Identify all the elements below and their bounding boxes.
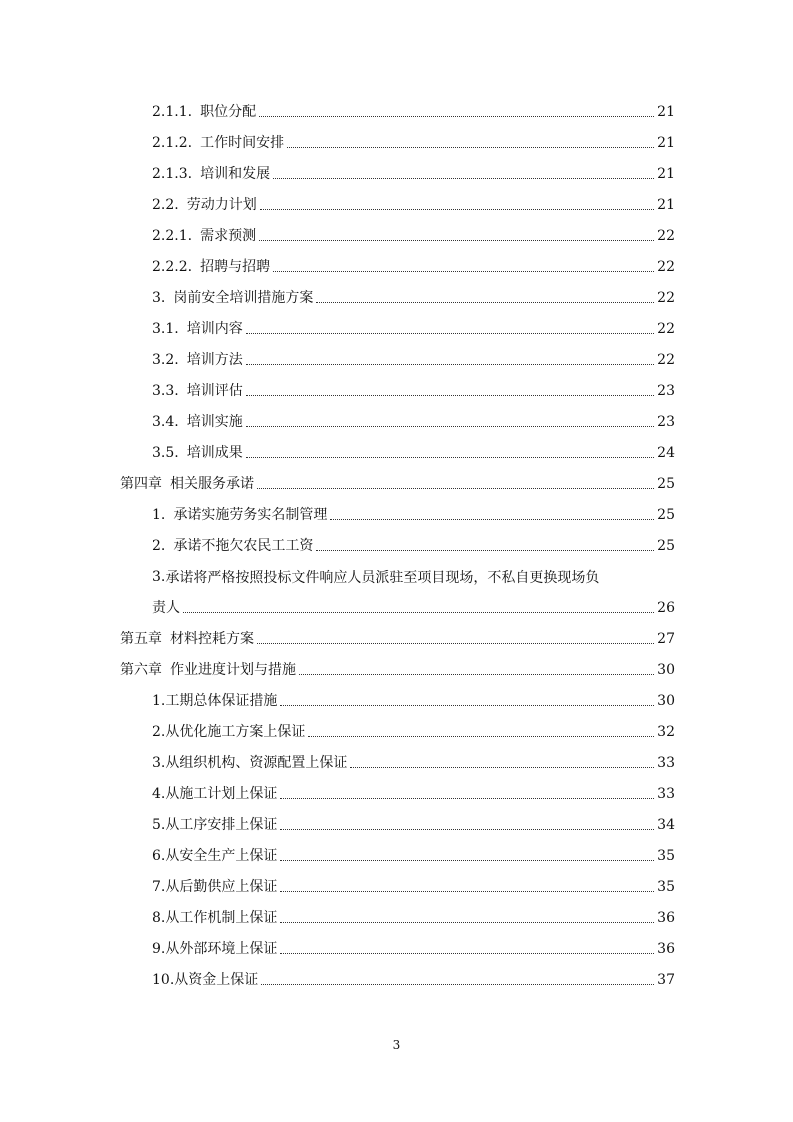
toc-entry[interactable]: [152, 716, 675, 747]
dot-leader: [260, 209, 654, 210]
dot-leader: [350, 767, 654, 768]
toc-page-number: 25: [657, 537, 675, 554]
toc-chapter-entry[interactable]: [120, 623, 675, 654]
dot-leader: [280, 705, 654, 706]
toc-entry-label: 2.2. 劳动力计划: [152, 196, 257, 213]
dot-leader: [261, 984, 654, 985]
toc-entry-label: 2.1.1. 职位分配: [152, 103, 257, 120]
dot-leader: [299, 674, 654, 675]
toc-page-number: 25: [657, 506, 675, 523]
dot-leader: [246, 333, 654, 334]
dot-leader: [259, 240, 654, 241]
toc-entry[interactable]: [152, 747, 675, 778]
toc-page-number: 30: [657, 661, 675, 678]
toc-entry[interactable]: [152, 375, 675, 406]
toc-entry-label: 9.从外部环境上保证: [152, 940, 278, 957]
toc-entry[interactable]: [152, 437, 675, 468]
toc-entry-label: 3. 岗前安全培训措施方案: [152, 289, 314, 306]
toc-entry-label: 3.2. 培训方法: [152, 351, 243, 368]
toc-entry-label: 10.从资金上保证: [152, 971, 259, 988]
toc-entry-label: 3.3. 培训评估: [152, 382, 243, 399]
toc-entry[interactable]: [152, 933, 675, 964]
toc-page-number: 25: [657, 475, 675, 492]
toc-entry-label: 1.工期总体保证措施: [152, 692, 278, 709]
dot-leader: [246, 457, 654, 458]
dot-leader: [273, 178, 654, 179]
toc-entry[interactable]: [152, 809, 675, 840]
toc-entry[interactable]: [152, 592, 675, 623]
dot-leader: [330, 519, 654, 520]
toc-entry-label: 4.从施工计划上保证: [152, 785, 278, 802]
toc-entry-label: 8.从工作机制上保证: [152, 909, 278, 926]
toc-page-number: 36: [657, 909, 675, 926]
toc-page-number: 23: [657, 413, 675, 430]
dot-leader: [246, 364, 654, 365]
toc-entry-label: 2.从优化施工方案上保证: [152, 723, 306, 740]
toc-entry-label: 2.2.2. 招聘与招聘: [152, 258, 271, 275]
toc-entry-label: 3.5. 培训成果: [152, 444, 243, 461]
dot-leader: [287, 147, 654, 148]
toc-page-number: 23: [657, 382, 675, 399]
toc-page-number: 22: [657, 351, 675, 368]
toc-page-number: 21: [657, 165, 675, 182]
toc-entry[interactable]: [152, 871, 675, 902]
toc-chapter-entry[interactable]: [120, 654, 675, 685]
toc-page-number: 21: [657, 196, 675, 213]
dot-leader: [280, 860, 654, 861]
toc-entry-title: 承诺将严格按照投标文件响应人员派驻至项目现场，不私自更换现场负: [165, 569, 600, 586]
dot-leader: [316, 302, 654, 303]
toc-entry[interactable]: [152, 840, 675, 871]
dot-leader: [280, 798, 654, 799]
toc-page-number: 32: [657, 723, 675, 740]
dot-leader: [257, 488, 654, 489]
toc-entry-label: 1. 承诺实施劳务实名制管理: [152, 506, 328, 523]
toc-page-number: 36: [657, 940, 675, 957]
dot-leader: [246, 395, 654, 396]
toc-entry-label: 第六章 作业进度计划与措施: [120, 661, 296, 678]
toc-entry-label: 5.从工序安排上保证: [152, 816, 278, 833]
toc-entry[interactable]: [152, 778, 675, 809]
toc-entry[interactable]: [152, 313, 675, 344]
toc-entry[interactable]: [152, 158, 675, 189]
toc-entry-label: 责人: [152, 599, 180, 616]
toc-page-number: 33: [657, 754, 675, 771]
toc-page-number: 24: [657, 444, 675, 461]
toc-entry[interactable]: [152, 530, 675, 561]
toc-entry-label: 6.从安全生产上保证: [152, 847, 278, 864]
toc-page-number: 35: [657, 847, 675, 864]
toc-entry-label: 第五章 材料控耗方案: [120, 630, 254, 647]
toc-entry[interactable]: [152, 964, 675, 995]
toc-entry[interactable]: [152, 406, 675, 437]
dot-leader: [316, 550, 654, 551]
dot-leader: [280, 953, 654, 954]
dot-leader: [308, 736, 654, 737]
toc-entry-label: 第四章 相关服务承诺: [120, 475, 254, 492]
toc-entry-label: 3.从组织机构、资源配置上保证: [152, 754, 348, 771]
toc-entry-label: 2.1.2. 工作时间安排: [152, 134, 285, 151]
toc-page-number: 22: [657, 227, 675, 244]
toc-entry[interactable]: [152, 344, 675, 375]
toc-page-number: 33: [657, 785, 675, 802]
toc-page-number: 35: [657, 878, 675, 895]
toc-entry-label: 3.1. 培训内容: [152, 320, 243, 337]
dot-leader: [280, 922, 654, 923]
dot-leader: [183, 612, 654, 613]
toc-chapter-entry[interactable]: [120, 468, 675, 499]
toc-entry[interactable]: [152, 251, 675, 282]
toc-entry-label: 7.从后勤供应上保证: [152, 878, 278, 895]
toc-entry-label: 2.2.1. 需求预测: [152, 227, 257, 244]
toc-page-number: 37: [657, 971, 675, 988]
toc-entry[interactable]: [152, 282, 675, 313]
dot-leader: [246, 426, 654, 427]
dot-leader: [259, 116, 654, 117]
toc-page-number: 30: [657, 692, 675, 709]
toc-page-number: 22: [657, 320, 675, 337]
toc-entry-label: 3.4. 培训实施: [152, 413, 243, 430]
toc-entry[interactable]: [152, 220, 675, 251]
toc-entry-number: 3.: [152, 568, 166, 585]
toc-page-number: 22: [657, 258, 675, 275]
toc-entry[interactable]: [152, 127, 675, 158]
toc-page-number: 34: [657, 816, 675, 833]
dot-leader: [273, 271, 654, 272]
toc-entry[interactable]: [152, 189, 675, 220]
page-footer-number: 3: [392, 1038, 401, 1052]
toc-entry-label: 2.1.3. 培训和发展: [152, 165, 271, 182]
dot-leader: [280, 891, 654, 892]
toc-entry[interactable]: [152, 902, 675, 933]
toc-entry-wrapped-line[interactable]: [152, 561, 599, 592]
toc-page-number: 27: [657, 630, 675, 647]
toc-entry[interactable]: [152, 685, 675, 716]
toc-page-number: 21: [657, 134, 675, 151]
toc-entry[interactable]: [152, 96, 675, 127]
toc-entry-label: 2. 承诺不拖欠农民工工资: [152, 537, 314, 554]
toc-page-number: 21: [657, 103, 675, 120]
toc-page-number: 22: [657, 289, 675, 306]
dot-leader: [257, 643, 654, 644]
dot-leader: [280, 829, 654, 830]
toc-entry[interactable]: [152, 499, 675, 530]
toc-page-number: 26: [657, 599, 675, 616]
